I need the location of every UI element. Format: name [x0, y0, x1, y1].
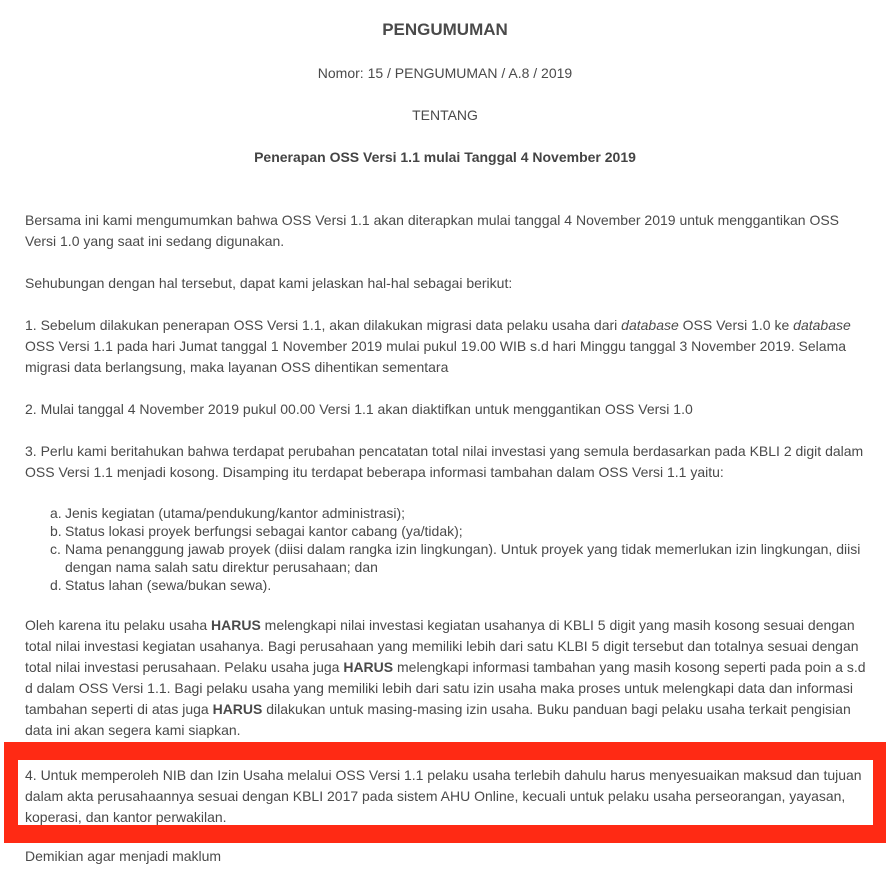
- point-1-italic-db-2: database: [793, 317, 851, 333]
- page-title: PENGUMUMAN: [382, 20, 508, 39]
- list-item-text: Status lokasi proyek berfungsi sebagai kantor cabang (ya/tidak);: [65, 523, 463, 539]
- list-item-text: Status lahan (sewa/bukan sewa).: [65, 577, 272, 593]
- sub-item-list: [50, 504, 870, 594]
- list-item: [50, 522, 870, 540]
- list-item-text: Nama penanggung jawab proyek (diisi dalam rangka izin lingkungan). Untuk proyek yang tidak memerlukan izin lingkungan, diisi dengan nama salah satu direktur perusahaan; dan: [65, 541, 861, 575]
- point-1-text-e: OSS Versi 1.1 pada hari Jumat tanggal 1 November 2019 mulai pukul 19.00 WIB s.d hari Minggu tanggal 3 November 2019. Selama migrasi data berlangsung, maka layanan OSS dihentikan sementara: [25, 338, 847, 375]
- about-label: TENTANG: [412, 107, 478, 123]
- list-item-mark: c.: [50, 541, 61, 557]
- point-1-italic-db-1: database: [621, 317, 679, 333]
- announcement-number: Nomor: 15 / PENGUMUMAN / A.8 / 2019: [317, 65, 573, 81]
- point-1-text-a: 1. Sebelum dilakukan penerapan OSS Versi 1.1, akan dilakukan migrasi data pelaku usaha dari: [25, 317, 622, 333]
- intro-paragraph: Bersama ini kami mengumumkan bahwa OSS Versi 1.1 akan diterapkan mulai tanggal 4 November 2019 untuk menggantikan OSS Versi 1.0 yang saat ini sedang digunakan.: [25, 212, 840, 249]
- list-item: [50, 576, 870, 594]
- list-item-text: Jenis kegiatan (utama/pendukung/kantor administrasi);: [65, 505, 406, 521]
- point-4-paragraph: 4. Untuk memperoleh NIB dan Izin Usaha melalui OSS Versi 1.1 pelaku usaha terlebih dahulu harus menyesuaikan maksud dan tujuan dalam akta perusahaannya sesuai dengan KBLI 2017 pada sistem AHU Online, kecuali untuk pelaku usaha perseorangan, yayasan, koperasi, dan kantor perwakilan.: [25, 767, 862, 825]
- point-1-paragraph: [25, 315, 870, 378]
- closing-text: Demikian agar menjadi maklum: [25, 848, 222, 864]
- list-item-mark: d.: [50, 577, 62, 593]
- point-1-text-c: OSS Versi 1.0 ke: [678, 317, 794, 333]
- therefore-text-4: dilakukan untuk masing-masing izin usaha. Buku panduan bagi pelaku usaha terkait pengisian data ini akan segera kami siapkan.: [25, 701, 851, 738]
- list-item-mark: a.: [50, 505, 62, 521]
- harus-emphasis-2: HARUS: [343, 659, 394, 675]
- harus-emphasis-3: HARUS: [212, 701, 263, 717]
- list-item: [50, 504, 870, 522]
- harus-emphasis-1: HARUS: [211, 617, 261, 633]
- point-2-paragraph: 2. Mulai tanggal 4 November 2019 pukul 00.00 Versi 1.1 akan diaktifkan untuk menggantikan OSS Versi 1.0: [25, 401, 693, 417]
- therefore-text-3: melengkapi informasi tambahan yang masih kosong seperti pada poin a s.d d dalam OSS Versi 1.1. Bagi pelaku usaha yang memiliki lebih dari satu izin usaha maka proses untuk melengkapi data dan informasi tambahan seperti di atas juga: [25, 659, 866, 717]
- explain-paragraph: Sehubungan dengan hal tersebut, dapat kami jelaskan hal-hal sebagai berikut:: [25, 275, 513, 291]
- list-item: [50, 540, 870, 576]
- therefore-paragraph: [25, 615, 870, 741]
- therefore-text-2: melengkapi nilai investasi kegiatan usahanya di KBLI 5 digit yang masih kosong sesuai dengan total nilai investasi kegiatan usahanya. Bagi perusahaan yang memiliki lebih dari satu KLBI 5 digit tersebut dan totalnya sesuai dengan total nilai investasi perusahaan. Pelaku usaha juga: [25, 617, 859, 675]
- list-item-mark: b.: [50, 523, 62, 539]
- therefore-text-1: Oleh karena itu pelaku usaha: [25, 617, 212, 633]
- point-3-paragraph: 3. Perlu kami beritahukan bahwa terdapat perubahan pencatatan total nilai investasi yang semula berdasarkan pada KBLI 2 digit dalam OSS Versi 1.1 menjadi kosong. Disamping itu terdapat beberapa informasi tambahan dalam OSS Versi 1.1 yaitu:: [25, 443, 864, 480]
- highlighted-point-4: [18, 760, 873, 825]
- announcement-subject: Penerapan OSS Versi 1.1 mulai Tanggal 4 November 2019: [254, 149, 636, 165]
